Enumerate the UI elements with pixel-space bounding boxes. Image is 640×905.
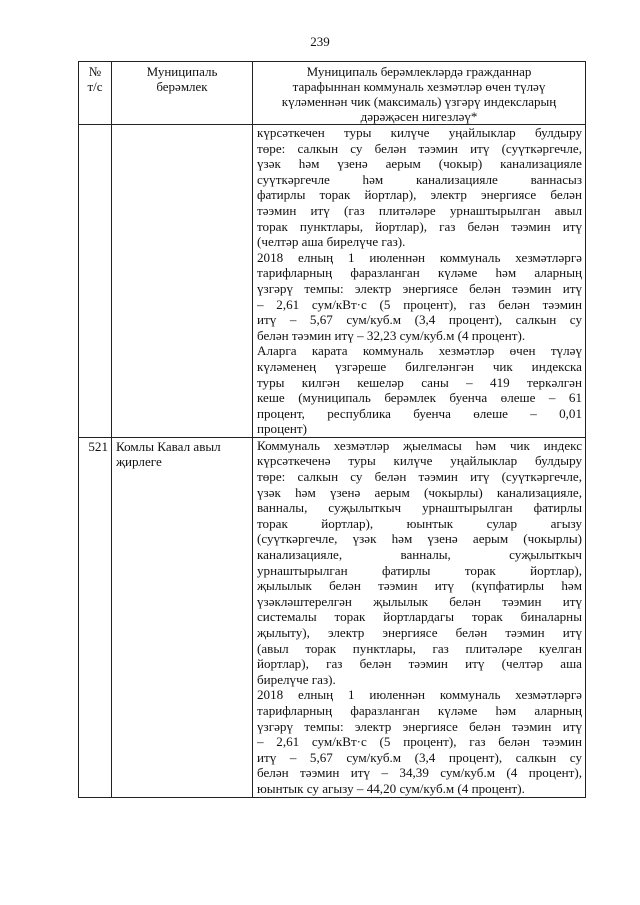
header-line: күләменнән чик (максималь) үзгәрү индексларың xyxy=(281,94,557,109)
text-line: фатирлы торак йортлар), электр энергиясе белән xyxy=(257,187,582,203)
header-line: № xyxy=(88,64,102,79)
text-line: системалы торак йортлардагы торак биналарны xyxy=(257,609,582,625)
header-line: дәрәҗәсен нигезләү* xyxy=(360,109,478,124)
text-line: җирлеге xyxy=(116,454,162,470)
table-row xyxy=(79,437,586,797)
text-line: 2018 елның 1 июленнән коммуналь хезмәтләргә xyxy=(257,249,582,265)
text-line: (челтәр аша бирелүче газ). xyxy=(257,234,406,250)
paragraph xyxy=(257,438,582,688)
text-line: Коммуналь хезмәтләр җыелмасы һәм чик индекс xyxy=(257,437,582,453)
text-line: тәэмин итү (газ плитәләре урнаштырылган авыл xyxy=(257,202,582,218)
text-line: торак пунктлары, йортлар), газ белән тәэмин итү xyxy=(257,218,582,234)
text-line: җылыту), электр энергиясе белән тәэмин итү xyxy=(257,625,582,640)
text-line: процент) xyxy=(257,421,308,437)
header-line: Муниципаль xyxy=(146,64,218,79)
header-number xyxy=(79,62,112,125)
header-justification xyxy=(253,62,586,125)
municipality-name xyxy=(112,437,253,797)
text-line: процент, республика буенча өлеше – 0,01 xyxy=(257,405,582,421)
table-row xyxy=(79,125,586,438)
text-line: торак йортлар), юынтык сулар агызу xyxy=(257,515,582,531)
row-number xyxy=(79,125,112,438)
text-line: итү – 5,67 сум/куб.м (3,4 процент), салкын су xyxy=(257,312,582,328)
text-line: белән тәэмин итү – 34,39 сум/куб.м (4 процент), xyxy=(257,765,582,781)
text-line: йортлар), газ белән тәэмин итү (челтәр аша xyxy=(257,656,582,672)
text-line: тарифларның фаразланган күләме һәм аларның xyxy=(257,702,582,718)
text-line: үзгәрү темпы: электр энергиясе белән тәэмин итү xyxy=(257,280,582,296)
text-line: итү – 5,67 сум/куб.м (3,4 процент), салкын су xyxy=(257,749,582,765)
text-line: (суүткәргечле, үзәк һәм үзенә аерым (чокырлы) xyxy=(257,531,582,547)
text-line: юынтык су агызу – 44,20 сум/куб.м (4 процент). xyxy=(257,780,525,796)
paragraph xyxy=(257,343,582,437)
text-line: суүткәргечле һәм канализацияле ваннасыз xyxy=(257,171,582,187)
text-line: (авыл торак пунктлары, газ плитәләре куелган xyxy=(257,640,582,656)
text-line: – 2,61 сум/кВт·с (5 процент), газ белән тәэмин xyxy=(257,734,582,750)
text-line: ванналы, суҗылыткыч урнаштырылган фатирлы xyxy=(257,500,582,516)
row-number: 521 xyxy=(79,437,112,797)
header-municipality xyxy=(112,62,253,125)
header-line: Муниципаль берәмлекләрдә гражданнар xyxy=(306,64,532,79)
municipality-name xyxy=(112,125,253,438)
paragraph xyxy=(257,125,582,250)
text-line: 2018 елның 1 июленнән коммуналь хезмәтләргә xyxy=(257,687,582,703)
paragraph xyxy=(257,687,582,796)
text-line: кеше (муниципаль берәмлек буенча өлеше – 61 xyxy=(257,390,582,406)
text-line: күләменең үзгәреше билгеләнгән чик индекска xyxy=(257,358,582,374)
header-line: берәмлек xyxy=(156,79,208,94)
text-line: төре: салкын су белән тәэмин итү (суүткәргечле, xyxy=(257,469,582,485)
page-number: 239 xyxy=(310,34,330,49)
table-body xyxy=(79,125,586,798)
text-line: үзәкләштерелгән җылылык белән тәэмин итү xyxy=(257,593,582,609)
justification-text xyxy=(253,125,586,438)
text-line: күрсәткечен туры килүче уңайлыклар булдыру xyxy=(257,125,582,140)
municipal-index-table xyxy=(78,61,586,798)
text-line: бирелүче газ). xyxy=(257,671,336,687)
text-line: Комлы Кавал авыл xyxy=(116,438,221,454)
text-line: урнаштырылган фатирлы торак йортлар), xyxy=(257,562,582,578)
text-line: туры килгән кешеләр саны – 419 теркәлгән xyxy=(257,374,582,390)
text-line: төре: салкын су белән тәэмин итү (суүткәргечле, xyxy=(257,140,582,156)
table-header-row xyxy=(79,62,586,125)
text-line: тарифларның фаразланган күләме һәм аларның xyxy=(257,265,582,281)
text-line: белән тәэмин итү – 32,23 сум/куб.м (4 процент). xyxy=(257,327,526,343)
text-line: – 2,61 сум/кВт·с (5 процент), газ белән тәэмин xyxy=(257,296,582,312)
text-line: җылылык белән тәэмин итү (күпфатирлы һәм xyxy=(257,578,582,594)
text-line: Аларга карата коммуналь хезмәтләр өчен түләү xyxy=(257,343,582,359)
text-line: үзәк һәм үзенә аерым (чокырлы) канализацияле, xyxy=(257,484,582,500)
header-line: т/с xyxy=(87,79,103,94)
text-line: канализацияле, ванналы, суҗылыткыч xyxy=(257,547,582,563)
justification-text xyxy=(253,437,586,797)
paragraph xyxy=(257,250,582,344)
text-line: күрсәткеченә туры килүче уңайлыклар булдыру xyxy=(257,453,582,469)
text-line: үзәк һәм үзенә аерым (чокыр) канализацияле xyxy=(257,156,582,172)
text-line: үзгәрү темпы: электр энергиясе белән тәэмин итү xyxy=(257,718,582,734)
header-line: тарафыннан коммуналь хезмәтләр өчен түләү xyxy=(292,79,546,94)
